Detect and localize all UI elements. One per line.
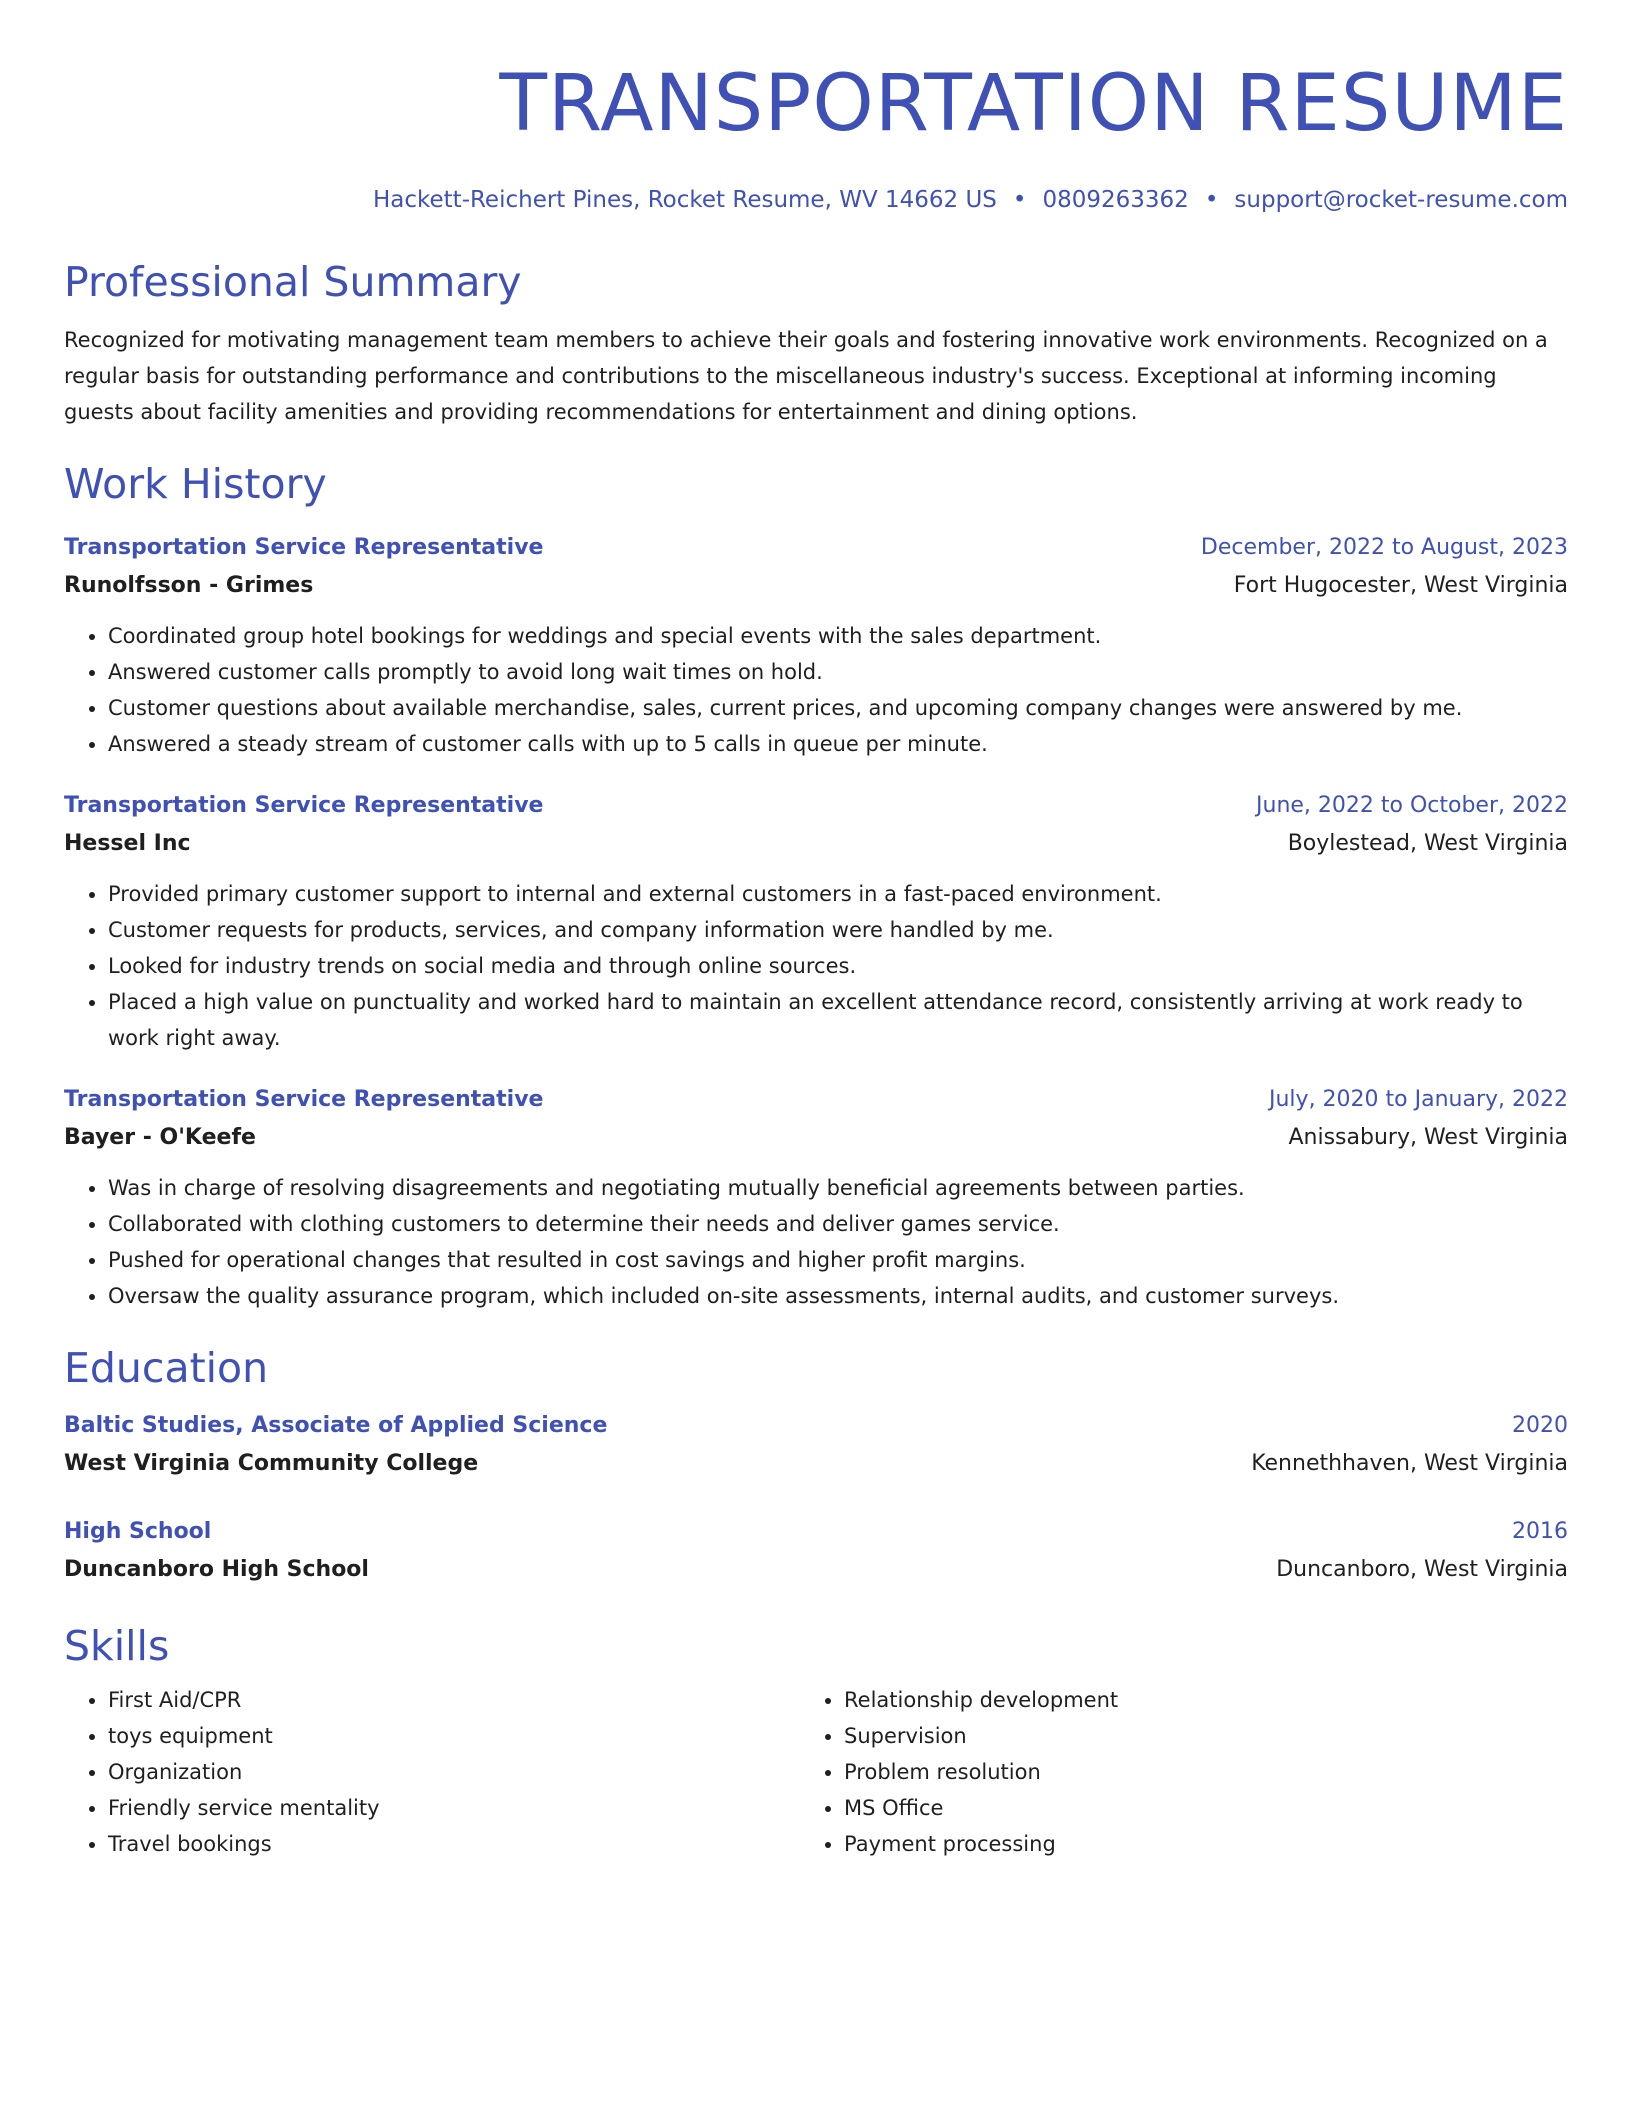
job-dates: July, 2020 to January, 2022 [1269,1087,1568,1112]
degree-title: High School [64,1519,212,1544]
job-bullets [64,1170,1568,1314]
address-text: Hackett-Reichert Pines, Rocket Resume, WV 14662 US [372,187,997,213]
skill-item: • Supervision [844,1718,1536,1754]
skill-item: • toys equipment [108,1718,800,1754]
job-bullet: • Answered a steady stream of customer calls with up to 5 calls in queue per minute. [108,726,1568,762]
job-bullet: • Oversaw the quality assurance program, which included on-site assessments, internal audits, and customer surveys. [108,1278,1568,1314]
contact-separator: • [1204,187,1219,213]
job-location: Boylestead, West Virginia [1287,831,1568,856]
job-bullet: • Customer questions about available merchandise, sales, current prices, and upcoming company changes were answered by me. [108,690,1568,726]
skills-list [64,1682,1568,1862]
job-bullet: • Pushed for operational changes that resulted in cost savings and higher profit margins. [108,1242,1568,1278]
job-bullets [64,876,1568,1056]
job-bullet: • Coordinated group hotel bookings for weddings and special events with the sales department. [108,618,1568,654]
resume-title: TRANSPORTATION RESUME [499,59,1568,149]
skill-item: • Friendly service mentality [108,1790,800,1826]
skills-column-left [64,1682,800,1862]
job-location: Fort Hugocester, West Virginia [1233,573,1568,598]
school-location: Duncanboro, West Virginia [1276,1557,1568,1582]
education-entry [64,1408,1568,1484]
skills-column-right [800,1682,1536,1862]
job-bullets [64,618,1568,762]
job-bullet: • Placed a high value on punctuality and worked hard to maintain an excellent attendance record, consistently arriving at work ready to work right away. [108,984,1568,1056]
job-title: Transportation Service Representative [64,1087,544,1112]
degree-title: Baltic Studies, Associate of Applied Science [64,1413,608,1438]
contact-separator: • [1012,187,1027,213]
summary-heading: Professional Summary [64,258,522,306]
job-bullet: • Looked for industry trends on social media and through online sources. [108,948,1568,984]
job-company: Bayer - O'Keefe [64,1125,256,1150]
summary-text: Recognized for motivating management team members to achieve their goals and fostering innovative work environments. Recognized on a regular basis for outstanding performance and contributions to the miscellaneous industry's success. Exceptional at informing incoming guests about facility amenities and providing recommendations for entertainment and dining options. [64,328,1548,424]
skill-item: • Organization [108,1754,800,1790]
job-entry [64,1082,1568,1314]
job-company: Runolfsson - Grimes [64,573,314,598]
school-name: West Virginia Community College [64,1451,479,1476]
job-bullet: • Collaborated with clothing customers to determine their needs and deliver games service. [108,1206,1568,1242]
job-dates: December, 2022 to August, 2023 [1200,535,1568,560]
email-link[interactable]: support@rocket-resume.com [1234,187,1568,213]
school-name: Duncanboro High School [64,1557,369,1582]
job-title: Transportation Service Representative [64,793,544,818]
education-heading: Education [64,1344,269,1392]
skill-item: • First Aid/CPR [108,1682,800,1718]
contact-line [64,184,1568,216]
skill-item: • Relationship development [844,1682,1536,1718]
skills-heading: Skills [64,1622,170,1670]
job-title: Transportation Service Representative [64,535,544,560]
skill-item: • Payment processing [844,1826,1536,1862]
job-location: Anissabury, West Virginia [1288,1125,1568,1150]
skill-item: • MS Office [844,1790,1536,1826]
education-year: 2020 [1512,1413,1568,1438]
skill-item: • Travel bookings [108,1826,800,1862]
job-bullet: • Was in charge of resolving disagreements and negotiating mutually beneficial agreements between parties. [108,1170,1568,1206]
education-year: 2016 [1512,1519,1568,1544]
job-bullet: • Answered customer calls promptly to avoid long wait times on hold. [108,654,1568,690]
education-entry [64,1514,1568,1590]
work-history-heading: Work History [64,460,327,508]
job-entry [64,530,1568,762]
school-location: Kennethhaven, West Virginia [1251,1451,1568,1476]
job-dates: June, 2022 to October, 2022 [1256,793,1568,818]
skill-item: • Problem resolution [844,1754,1536,1790]
job-bullet: • Provided primary customer support to internal and external customers in a fast-paced environment. [108,876,1568,912]
job-company: Hessel Inc [64,831,191,856]
job-entry [64,788,1568,1056]
phone-text: 0809263362 [1042,187,1189,213]
job-bullet: • Customer requests for products, services, and company information were handled by me. [108,912,1568,948]
